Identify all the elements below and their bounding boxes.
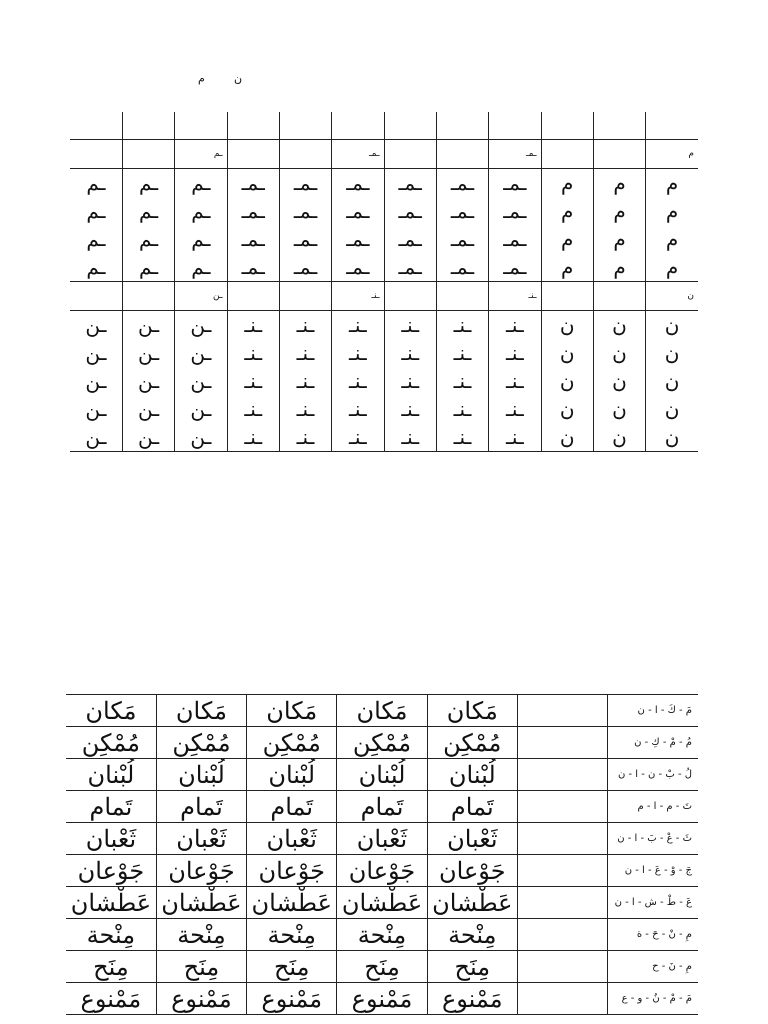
grid-letter-cell: م [593,197,645,225]
grid-model-cell: ـم [175,140,227,169]
grid-letter-cell: م [593,169,645,198]
grid-letter-cell: ـمـ [384,253,436,282]
grid-letter-cell: ـمـ [227,225,279,253]
grid-model-cell [279,140,331,169]
grid-cell [332,112,384,140]
word-spelling: ثَ - عْ - بَ - ا - ن [608,823,698,855]
grid-letter-cell: ن [541,423,593,452]
word-row [66,727,698,759]
word-blank-cell [517,983,607,1015]
word-row [66,791,698,823]
grid-letter-cell: ـمـ [384,225,436,253]
word-practice-cell: جَوْعان [337,855,427,887]
grid-letter-cell: ـنـ [332,311,384,340]
word-practice-cell: لُبْنان [156,759,246,791]
grid-letter-cell: ن [646,311,698,340]
grid-letter-cell: ـمـ [436,225,488,253]
grid-letter-cell: ـن [122,311,174,340]
word-practice-cell: مَكان [156,695,246,727]
grid-model-cell [384,140,436,169]
grid-letter-cell: ـنـ [384,339,436,367]
word-practice-cell: عَطْشان [66,887,156,919]
grid-model-cell: ـمـ [332,140,384,169]
grid-letter-cell: م [646,169,698,198]
grid-letter-cell: ـمـ [227,197,279,225]
word-practice-cell: جَوْعان [427,855,517,887]
grid-letter-cell: ـن [70,395,122,423]
word-practice-cell: تَمام [337,791,427,823]
grid-letter-cell: ـنـ [436,339,488,367]
grid-letter-cell: ـمـ [489,225,541,253]
grid-letter-cell: ـن [122,367,174,395]
word-spelling: لُ - بْ - ن - ا - ن [608,759,698,791]
grid-letter-cell: ن [593,339,645,367]
grid-letter-cell: ـمـ [279,169,331,198]
grid-practice-row [70,395,698,423]
grid-letter-cell: ـمـ [489,253,541,282]
grid-cell [122,112,174,140]
word-spelling: عَ - طْ - ش - ا - ن [608,887,698,919]
grid-letter-cell: ـنـ [279,395,331,423]
grid-letter-cell: ـمـ [436,169,488,198]
grid-practice-row [70,367,698,395]
word-blank-cell [517,919,607,951]
grid-letter-cell: ـمـ [332,169,384,198]
grid-letter-cell: ـنـ [279,311,331,340]
grid-letter-cell: ـمـ [279,225,331,253]
grid-letter-cell: م [541,169,593,198]
word-practice-cell: عَطْشان [156,887,246,919]
grid-letter-cell: ن [541,395,593,423]
grid-cell [70,112,122,140]
word-blank-cell [517,727,607,759]
letters-header [190,72,260,92]
grid-letter-cell: ن [541,339,593,367]
grid-letter-cell: ـم [175,225,227,253]
grid-model-row [70,140,698,169]
word-practice-cell: لُبْنان [66,759,156,791]
word-practice-cell: جَوْعان [66,855,156,887]
grid-letter-cell: م [593,225,645,253]
word-practice-cell: لُبْنان [427,759,517,791]
grid-model-row [70,282,698,311]
grid-model-cell [70,282,122,311]
header-letter-meem: م [198,72,205,85]
grid-letter-cell: م [646,253,698,282]
grid-letter-cell: ـنـ [332,339,384,367]
word-practice-cell: مَمْنوع [247,983,337,1015]
grid-model-cell: ـمـ [489,140,541,169]
word-practice-cell: مِنْحة [66,919,156,951]
grid-letter-cell: ـمـ [227,253,279,282]
grid-letter-cell: ن [541,367,593,395]
word-practice-cell: مُمْكِن [427,727,517,759]
word-spelling: مِ - نْ - حَ - ة [608,919,698,951]
grid-letter-cell: ـنـ [489,367,541,395]
grid-letter-cell: ن [646,339,698,367]
grid-model-cell [541,140,593,169]
word-practice-cell: مِنَح [427,951,517,983]
word-practice-cell: ثَعْبان [156,823,246,855]
grid-letter-cell: ـنـ [384,311,436,340]
word-practice-cell: لُبْنان [247,759,337,791]
grid-model-cell [70,140,122,169]
grid-letter-cell: ـمـ [332,197,384,225]
grid-letter-cell: ن [646,423,698,452]
grid-letter-cell: ن [646,367,698,395]
grid-model-cell [541,282,593,311]
word-practice-cell: تَمام [66,791,156,823]
word-blank-cell [517,887,607,919]
word-blank-cell [517,791,607,823]
word-practice-cell: ثَعْبان [337,823,427,855]
grid-letter-cell: ـنـ [436,395,488,423]
grid-model-cell [593,282,645,311]
grid-letter-cell: ـنـ [227,423,279,452]
word-practice-cell: مُمْكِن [247,727,337,759]
grid-letter-cell: ـنـ [227,311,279,340]
word-practice-cell: مَكان [247,695,337,727]
grid-letter-cell: ـمـ [279,197,331,225]
grid-model-cell [122,140,174,169]
word-row [66,887,698,919]
grid-letter-cell: م [646,197,698,225]
word-practice-cell: مُمْكِن [66,727,156,759]
word-practice-cell: مَكان [337,695,427,727]
grid-letter-cell: م [541,225,593,253]
word-practice-cell: مَمْنوع [427,983,517,1015]
word-practice-cell: عَطْشان [427,887,517,919]
grid-letter-cell: ـن [70,423,122,452]
grid-cell [489,112,541,140]
grid-practice-row [70,169,698,198]
word-blank-cell [517,855,607,887]
grid-letter-cell: ـم [175,253,227,282]
grid-letter-cell: ـمـ [489,169,541,198]
grid-model-cell [227,282,279,311]
word-row [66,695,698,727]
grid-model-cell [436,140,488,169]
grid-model-cell [122,282,174,311]
word-practice-cell: مَمْنوع [337,983,427,1015]
word-blank-cell [517,695,607,727]
grid-letter-cell: ـمـ [384,169,436,198]
grid-cell [646,112,698,140]
grid-letter-cell: م [541,253,593,282]
word-blank-cell [517,823,607,855]
header-letter-noon: ن [234,72,243,85]
grid-letter-cell: ـم [70,169,122,198]
grid-model-cell [227,140,279,169]
word-practice-cell: مِنَح [337,951,427,983]
grid-letter-cell: ـمـ [332,253,384,282]
grid-cell [175,112,227,140]
word-practice-cell: تَمام [156,791,246,823]
grid-letter-cell: ـنـ [332,423,384,452]
grid-letter-cell: ـمـ [489,197,541,225]
grid-letter-cell: ـنـ [436,423,488,452]
word-spelling: مِ - نَ - ح [608,951,698,983]
word-row [66,919,698,951]
word-row [66,983,698,1015]
word-practice-cell: مِنَح [66,951,156,983]
grid-letter-cell: ـن [122,423,174,452]
word-practice-cell: تَمام [427,791,517,823]
word-practice-table [66,694,698,1015]
word-row [66,823,698,855]
grid-model-cell: ـنـ [332,282,384,311]
grid-letter-cell: ـنـ [279,367,331,395]
grid-letter-cell: ـنـ [436,367,488,395]
grid-letter-cell: م [646,225,698,253]
grid-letter-cell: ن [646,395,698,423]
word-blank-cell [517,951,607,983]
grid-letter-cell: ـن [122,395,174,423]
grid-letter-cell: ـن [70,311,122,340]
grid-model-cell [384,282,436,311]
grid-practice-row [70,225,698,253]
grid-letter-cell: ـم [175,197,227,225]
letter-practice-grid [70,112,698,452]
grid-letter-cell: ـم [70,197,122,225]
grid-cell [384,112,436,140]
word-practice-cell: مِنْحة [247,919,337,951]
grid-model-cell: ن [646,282,698,311]
grid-letter-cell: ـم [122,169,174,198]
word-practice-cell: مِنْحة [427,919,517,951]
grid-model-cell: م [646,140,698,169]
word-practice-cell: ثَعْبان [66,823,156,855]
grid-letter-cell: ـنـ [332,395,384,423]
word-practice-cell: مَكان [66,695,156,727]
grid-letter-cell: ـم [70,225,122,253]
grid-cell [541,112,593,140]
word-practice-cell: مَمْنوع [156,983,246,1015]
grid-letter-cell: ـن [175,423,227,452]
word-practice-cell: لُبْنان [337,759,427,791]
grid-letter-cell: ـن [175,395,227,423]
word-practice-cell: جَوْعان [247,855,337,887]
grid-practice-row [70,197,698,225]
word-practice-cell: جَوْعان [156,855,246,887]
word-spelling: مَ - مْ - نُ - و - ع [608,983,698,1015]
grid-letter-cell: م [593,253,645,282]
word-row [66,951,698,983]
grid-letter-cell: ـم [122,253,174,282]
grid-letter-cell: ـنـ [489,423,541,452]
grid-letter-cell: ـمـ [227,169,279,198]
grid-letter-cell: ـمـ [279,253,331,282]
word-practice-cell: مِنَح [156,951,246,983]
grid-letter-cell: ـمـ [436,197,488,225]
word-blank-cell [517,759,607,791]
word-practice-cell: مِنَح [247,951,337,983]
grid-letter-cell: م [541,197,593,225]
word-spelling: تَ - م - ا - م [608,791,698,823]
word-practice-cell: عَطْشان [247,887,337,919]
grid-cell [279,112,331,140]
word-row [66,759,698,791]
grid-letter-cell: ـن [70,339,122,367]
word-practice-cell: تَمام [247,791,337,823]
grid-letter-cell: ن [593,367,645,395]
word-practice-cell: مَمْنوع [66,983,156,1015]
word-practice-cell: عَطْشان [337,887,427,919]
grid-model-cell [279,282,331,311]
word-practice-cell: مِنْحة [337,919,427,951]
grid-letter-cell: ـنـ [384,395,436,423]
grid-model-cell [436,282,488,311]
grid-letter-cell: ـم [175,169,227,198]
grid-letter-cell: ن [593,395,645,423]
word-practice-cell: ثَعْبان [427,823,517,855]
grid-letter-cell: ن [593,423,645,452]
grid-letter-cell: ـنـ [227,395,279,423]
grid-letter-cell: ـن [175,311,227,340]
grid-letter-cell: ـنـ [279,423,331,452]
grid-letter-cell: ـنـ [332,367,384,395]
grid-practice-row [70,423,698,452]
grid-letter-cell: ـنـ [489,311,541,340]
grid-letter-cell: ن [541,311,593,340]
grid-cell [436,112,488,140]
grid-letter-cell: ـم [122,225,174,253]
grid-cell [593,112,645,140]
grid-practice-row [70,311,698,340]
grid-blank-row [70,112,698,140]
grid-practice-row [70,339,698,367]
grid-cell [227,112,279,140]
grid-model-cell: ـنـ [489,282,541,311]
grid-letter-cell: ـمـ [384,197,436,225]
word-practice-cell: مُمْكِن [156,727,246,759]
grid-letter-cell: ـم [122,197,174,225]
grid-letter-cell: ـنـ [489,339,541,367]
grid-letter-cell: ـمـ [332,225,384,253]
grid-letter-cell: ن [593,311,645,340]
grid-letter-cell: ـمـ [436,253,488,282]
grid-letter-cell: ـن [175,367,227,395]
grid-letter-cell: ـن [70,367,122,395]
grid-letter-cell: ـم [70,253,122,282]
grid-letter-cell: ـنـ [227,339,279,367]
grid-practice-row [70,253,698,282]
word-row [66,855,698,887]
grid-letter-cell: ـنـ [384,367,436,395]
grid-letter-cell: ـنـ [227,367,279,395]
grid-letter-cell: ـنـ [279,339,331,367]
grid-model-cell [593,140,645,169]
word-spelling: مُ - مْ - كِ - ن [608,727,698,759]
word-practice-cell: مِنْحة [156,919,246,951]
word-practice-cell: مَكان [427,695,517,727]
word-spelling: جَ - وْ - عَ - ا - ن [608,855,698,887]
word-spelling: مَ - كَ - ا - ن [608,695,698,727]
grid-letter-cell: ـنـ [489,395,541,423]
grid-model-cell: ـن [175,282,227,311]
word-practice-cell: ثَعْبان [247,823,337,855]
grid-letter-cell: ـن [122,339,174,367]
grid-letter-cell: ـن [175,339,227,367]
grid-letter-cell: ـنـ [384,423,436,452]
grid-letter-cell: ـنـ [436,311,488,340]
word-practice-cell: مُمْكِن [337,727,427,759]
